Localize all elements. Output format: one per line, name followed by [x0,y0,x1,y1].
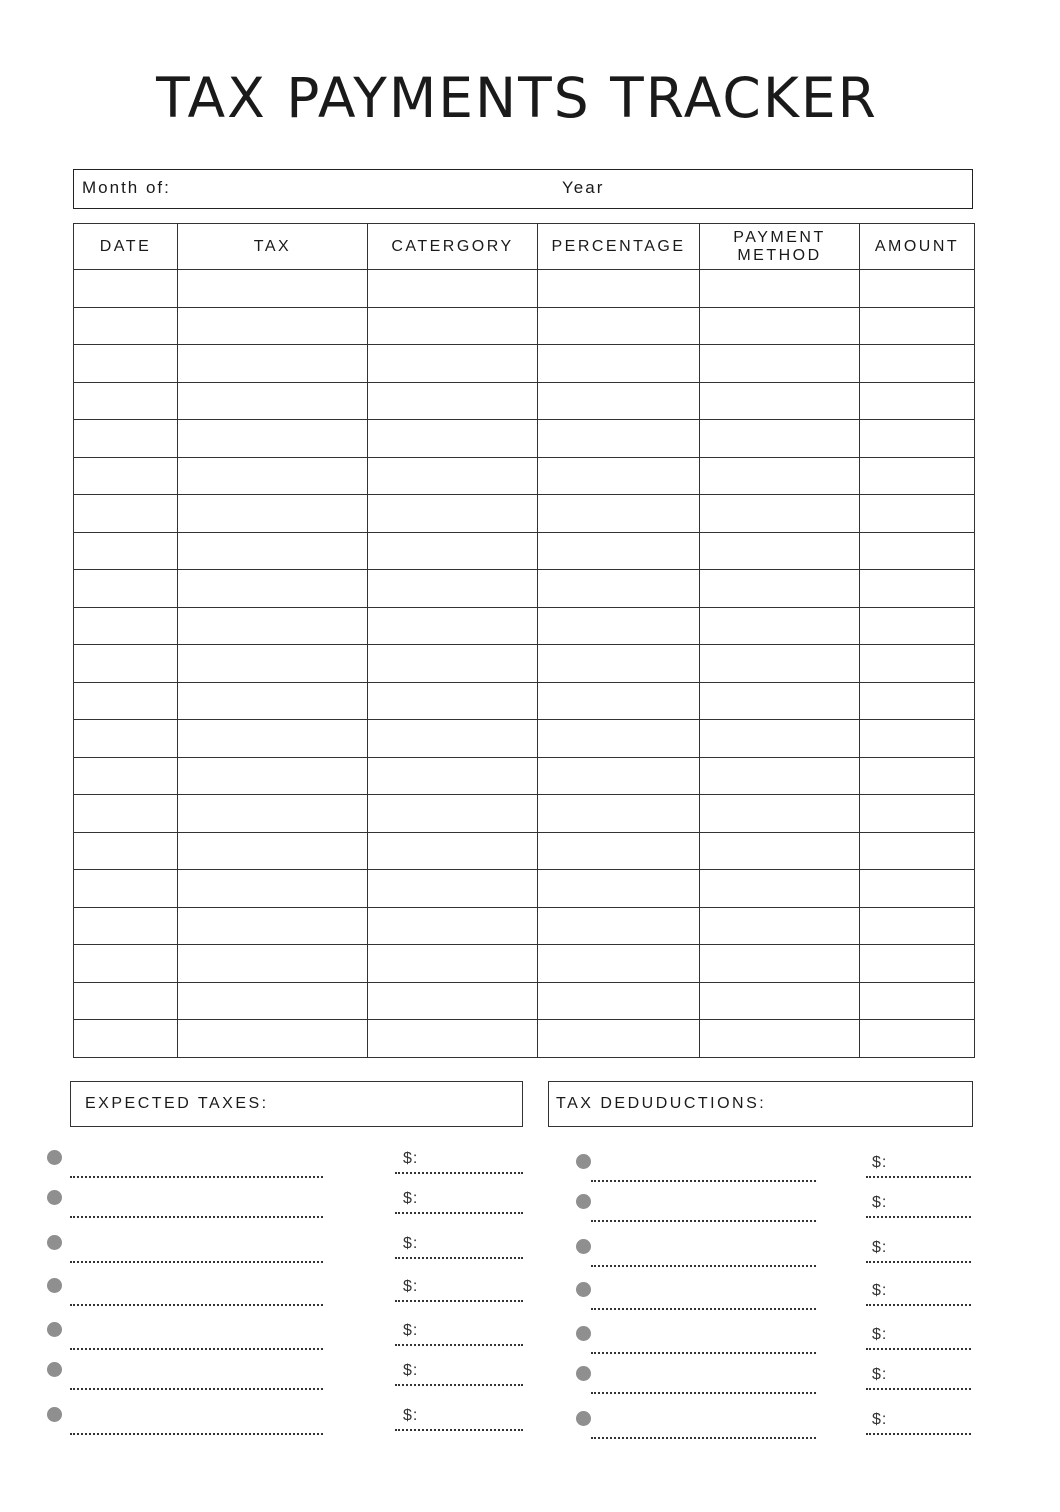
table-cell[interactable] [860,270,975,308]
table-cell[interactable] [368,457,538,495]
table-cell[interactable] [538,457,700,495]
table-cell[interactable] [860,757,975,795]
table-cell[interactable] [700,270,860,308]
column-header-category: CATERGORY [368,224,538,270]
table-cell[interactable] [700,795,860,833]
amount-line[interactable] [866,1261,971,1263]
item-line[interactable] [591,1437,816,1439]
table-cell[interactable] [538,682,700,720]
dollar-label: $: [872,1411,888,1428]
table-cell[interactable] [178,420,368,458]
table-cell[interactable] [74,420,178,458]
table-cell[interactable] [538,982,700,1020]
bullet-icon [47,1235,62,1250]
table-cell[interactable] [74,345,178,383]
table-cell[interactable] [74,607,178,645]
table-cell[interactable] [538,382,700,420]
item-line[interactable] [70,1304,323,1306]
table-cell[interactable] [368,945,538,983]
list-item [576,1366,976,1406]
item-line[interactable] [591,1180,816,1182]
table-cell[interactable] [178,457,368,495]
column-header-percentage: PERCENTAGE [538,224,700,270]
table-cell[interactable] [700,645,860,683]
table-cell[interactable] [74,645,178,683]
table-cell[interactable] [178,382,368,420]
table-cell[interactable] [538,795,700,833]
table-cell[interactable] [74,382,178,420]
table-cell[interactable] [860,682,975,720]
table-row [74,795,975,833]
bullet-icon [47,1150,62,1165]
bullet-icon [576,1154,591,1169]
table-cell[interactable] [178,907,368,945]
item-line[interactable] [70,1433,323,1435]
table-cell[interactable] [860,945,975,983]
table-row [74,495,975,533]
table-cell[interactable] [860,532,975,570]
table-row [74,345,975,383]
list-item [47,1362,527,1402]
table-cell[interactable] [538,907,700,945]
amount-line[interactable] [866,1216,971,1218]
amount-line[interactable] [866,1433,971,1435]
expected-taxes-box [70,1081,523,1127]
table-row [74,307,975,345]
table-cell[interactable] [368,420,538,458]
table-cell[interactable] [368,607,538,645]
table-cell[interactable] [178,757,368,795]
table-cell[interactable] [860,420,975,458]
table-row [74,945,975,983]
dollar-label: $: [872,1239,888,1256]
amount-line[interactable] [866,1304,971,1306]
table-cell[interactable] [74,495,178,533]
table-cell[interactable] [74,457,178,495]
table-cell[interactable] [700,607,860,645]
table-row [74,757,975,795]
table-cell[interactable] [700,945,860,983]
bullet-icon [47,1362,62,1377]
table-row [74,982,975,1020]
table-cell[interactable] [74,307,178,345]
table-cell[interactable] [178,645,368,683]
table-cell[interactable] [860,307,975,345]
table-cell[interactable] [74,832,178,870]
dollar-label: $: [872,1154,888,1171]
table-cell[interactable] [538,870,700,908]
table-cell[interactable] [860,495,975,533]
table-cell[interactable] [860,907,975,945]
table-cell[interactable] [178,945,368,983]
table-cell[interactable] [538,607,700,645]
bullet-icon [576,1282,591,1297]
list-item [47,1407,527,1447]
item-line[interactable] [70,1348,323,1350]
table-cell[interactable] [700,420,860,458]
table-cell[interactable] [368,870,538,908]
tax-deductions-box [548,1081,973,1127]
dollar-label: $: [403,1407,419,1424]
table-cell[interactable] [178,720,368,758]
table-cell[interactable] [74,682,178,720]
table-row [74,1020,975,1058]
dollar-label: $: [872,1366,888,1383]
column-header-tax: TAX [178,224,368,270]
dollar-label: $: [403,1150,419,1167]
table-cell[interactable] [700,532,860,570]
table-cell[interactable] [368,532,538,570]
table-cell[interactable] [860,720,975,758]
table-row [74,907,975,945]
table-row [74,420,975,458]
table-cell[interactable] [74,1020,178,1058]
item-line[interactable] [591,1220,816,1222]
table-cell[interactable] [368,645,538,683]
table-cell[interactable] [860,457,975,495]
table-cell[interactable] [368,307,538,345]
table-row [74,457,975,495]
bullet-icon [576,1326,591,1341]
table-cell[interactable] [368,795,538,833]
table-row [74,270,975,308]
table-cell[interactable] [178,870,368,908]
table-cell[interactable] [178,345,368,383]
table-cell[interactable] [538,570,700,608]
table-cell[interactable] [538,1020,700,1058]
table-cell[interactable] [860,982,975,1020]
item-line[interactable] [591,1265,816,1267]
table-row [74,720,975,758]
table-cell[interactable] [700,345,860,383]
table-cell[interactable] [860,795,975,833]
table-cell[interactable] [368,1020,538,1058]
table-cell[interactable] [368,720,538,758]
table-cell[interactable] [74,570,178,608]
table-cell[interactable] [538,720,700,758]
list-item [576,1194,976,1234]
table-cell[interactable] [178,570,368,608]
table-cell[interactable] [700,682,860,720]
table-cell[interactable] [700,1020,860,1058]
table-cell[interactable] [368,982,538,1020]
table-cell[interactable] [178,307,368,345]
table-cell[interactable] [538,757,700,795]
bullet-icon [576,1366,591,1381]
table-cell[interactable] [368,757,538,795]
table-cell[interactable] [860,1020,975,1058]
table-cell[interactable] [860,832,975,870]
list-item [576,1154,976,1194]
table-cell[interactable] [538,345,700,383]
list-item [47,1150,527,1190]
dollar-label: $: [403,1190,419,1207]
dollar-label: $: [403,1322,419,1339]
list-item [47,1190,527,1230]
table-cell[interactable] [700,307,860,345]
item-line[interactable] [591,1352,816,1354]
bullet-icon [576,1239,591,1254]
table-cell[interactable] [538,532,700,570]
dollar-label: $: [872,1326,888,1343]
list-item [47,1235,527,1275]
list-item [576,1326,976,1366]
expected-taxes-label: EXPECTED TAXES: [85,1095,269,1112]
table-cell[interactable] [368,682,538,720]
amount-line[interactable] [395,1257,523,1259]
bullet-icon [47,1407,62,1422]
table-cell[interactable] [74,532,178,570]
table-row [74,645,975,683]
table-cell[interactable] [74,795,178,833]
table-cell[interactable] [368,907,538,945]
table-cell[interactable] [700,457,860,495]
list-item [576,1239,976,1279]
amount-line[interactable] [866,1388,971,1390]
amount-line[interactable] [395,1300,523,1302]
table-cell[interactable] [860,345,975,383]
table-cell[interactable] [700,832,860,870]
list-item [47,1322,527,1362]
table-row [74,682,975,720]
table-row [74,532,975,570]
table-cell[interactable] [178,532,368,570]
table-cell[interactable] [178,982,368,1020]
table-cell[interactable] [538,832,700,870]
table-row [74,382,975,420]
month-label: Month of: [82,178,171,197]
amount-line[interactable] [395,1384,523,1386]
item-line[interactable] [70,1176,323,1178]
table-cell[interactable] [178,270,368,308]
table-cell[interactable] [538,945,700,983]
bullet-icon [47,1190,62,1205]
amount-line[interactable] [866,1176,971,1178]
table-cell[interactable] [700,570,860,608]
amount-line[interactable] [395,1212,523,1214]
table-cell[interactable] [538,420,700,458]
table-cell[interactable] [74,945,178,983]
tax-payments-table [73,223,975,1058]
amount-line[interactable] [395,1429,523,1431]
table-row [74,570,975,608]
table-cell[interactable] [368,270,538,308]
table-cell[interactable] [178,795,368,833]
table-cell[interactable] [700,720,860,758]
bullet-icon [576,1411,591,1426]
table-cell[interactable] [700,757,860,795]
item-line[interactable] [70,1388,323,1390]
column-header-amount: AMOUNT [860,224,975,270]
table-cell[interactable] [538,645,700,683]
table-cell[interactable] [74,720,178,758]
dollar-label: $: [403,1278,419,1295]
table-cell[interactable] [538,307,700,345]
table-cell[interactable] [700,382,860,420]
amount-line[interactable] [395,1172,523,1174]
table-cell[interactable] [860,607,975,645]
list-item [47,1278,527,1318]
list-item [576,1282,976,1322]
column-header-payment-method: PAYMENT METHOD [700,224,860,270]
table-cell[interactable] [538,270,700,308]
item-line[interactable] [591,1392,816,1394]
column-header-date: DATE [74,224,178,270]
table-row [74,832,975,870]
bullet-icon [576,1194,591,1209]
year-label: Year [562,178,605,197]
table-cell[interactable] [860,645,975,683]
table-cell[interactable] [74,270,178,308]
table-cell[interactable] [860,382,975,420]
table-cell[interactable] [74,757,178,795]
table-cell[interactable] [860,870,975,908]
dollar-label: $: [403,1362,419,1379]
table-row [74,870,975,908]
table-cell[interactable] [74,870,178,908]
table-header-row [74,224,975,270]
list-item [576,1411,976,1451]
table-cell[interactable] [700,982,860,1020]
table-cell[interactable] [178,495,368,533]
table-row [74,607,975,645]
table-cell[interactable] [178,607,368,645]
table-cell[interactable] [700,495,860,533]
month-year-box [73,169,973,209]
amount-line[interactable] [395,1344,523,1346]
item-line[interactable] [70,1216,323,1218]
item-line[interactable] [591,1308,816,1310]
tax-deductions-label: TAX DEDUDUCTIONS: [556,1095,767,1112]
table-body [74,270,975,1058]
amount-line[interactable] [866,1348,971,1350]
dollar-label: $: [872,1282,888,1299]
table-cell[interactable] [860,570,975,608]
table-cell[interactable] [700,907,860,945]
table-cell[interactable] [178,1020,368,1058]
table-cell[interactable] [368,832,538,870]
table-cell[interactable] [538,495,700,533]
table-cell[interactable] [368,382,538,420]
table-cell[interactable] [178,682,368,720]
table-cell[interactable] [178,832,368,870]
table-cell[interactable] [74,907,178,945]
bullet-icon [47,1322,62,1337]
table-cell[interactable] [368,495,538,533]
table-cell[interactable] [74,982,178,1020]
dollar-label: $: [872,1194,888,1211]
item-line[interactable] [70,1261,323,1263]
page-title: TAX PAYMENTS TRACKER [156,66,878,130]
table-cell[interactable] [700,870,860,908]
table-cell[interactable] [368,570,538,608]
table-cell[interactable] [368,345,538,383]
dollar-label: $: [403,1235,419,1252]
bullet-icon [47,1278,62,1293]
